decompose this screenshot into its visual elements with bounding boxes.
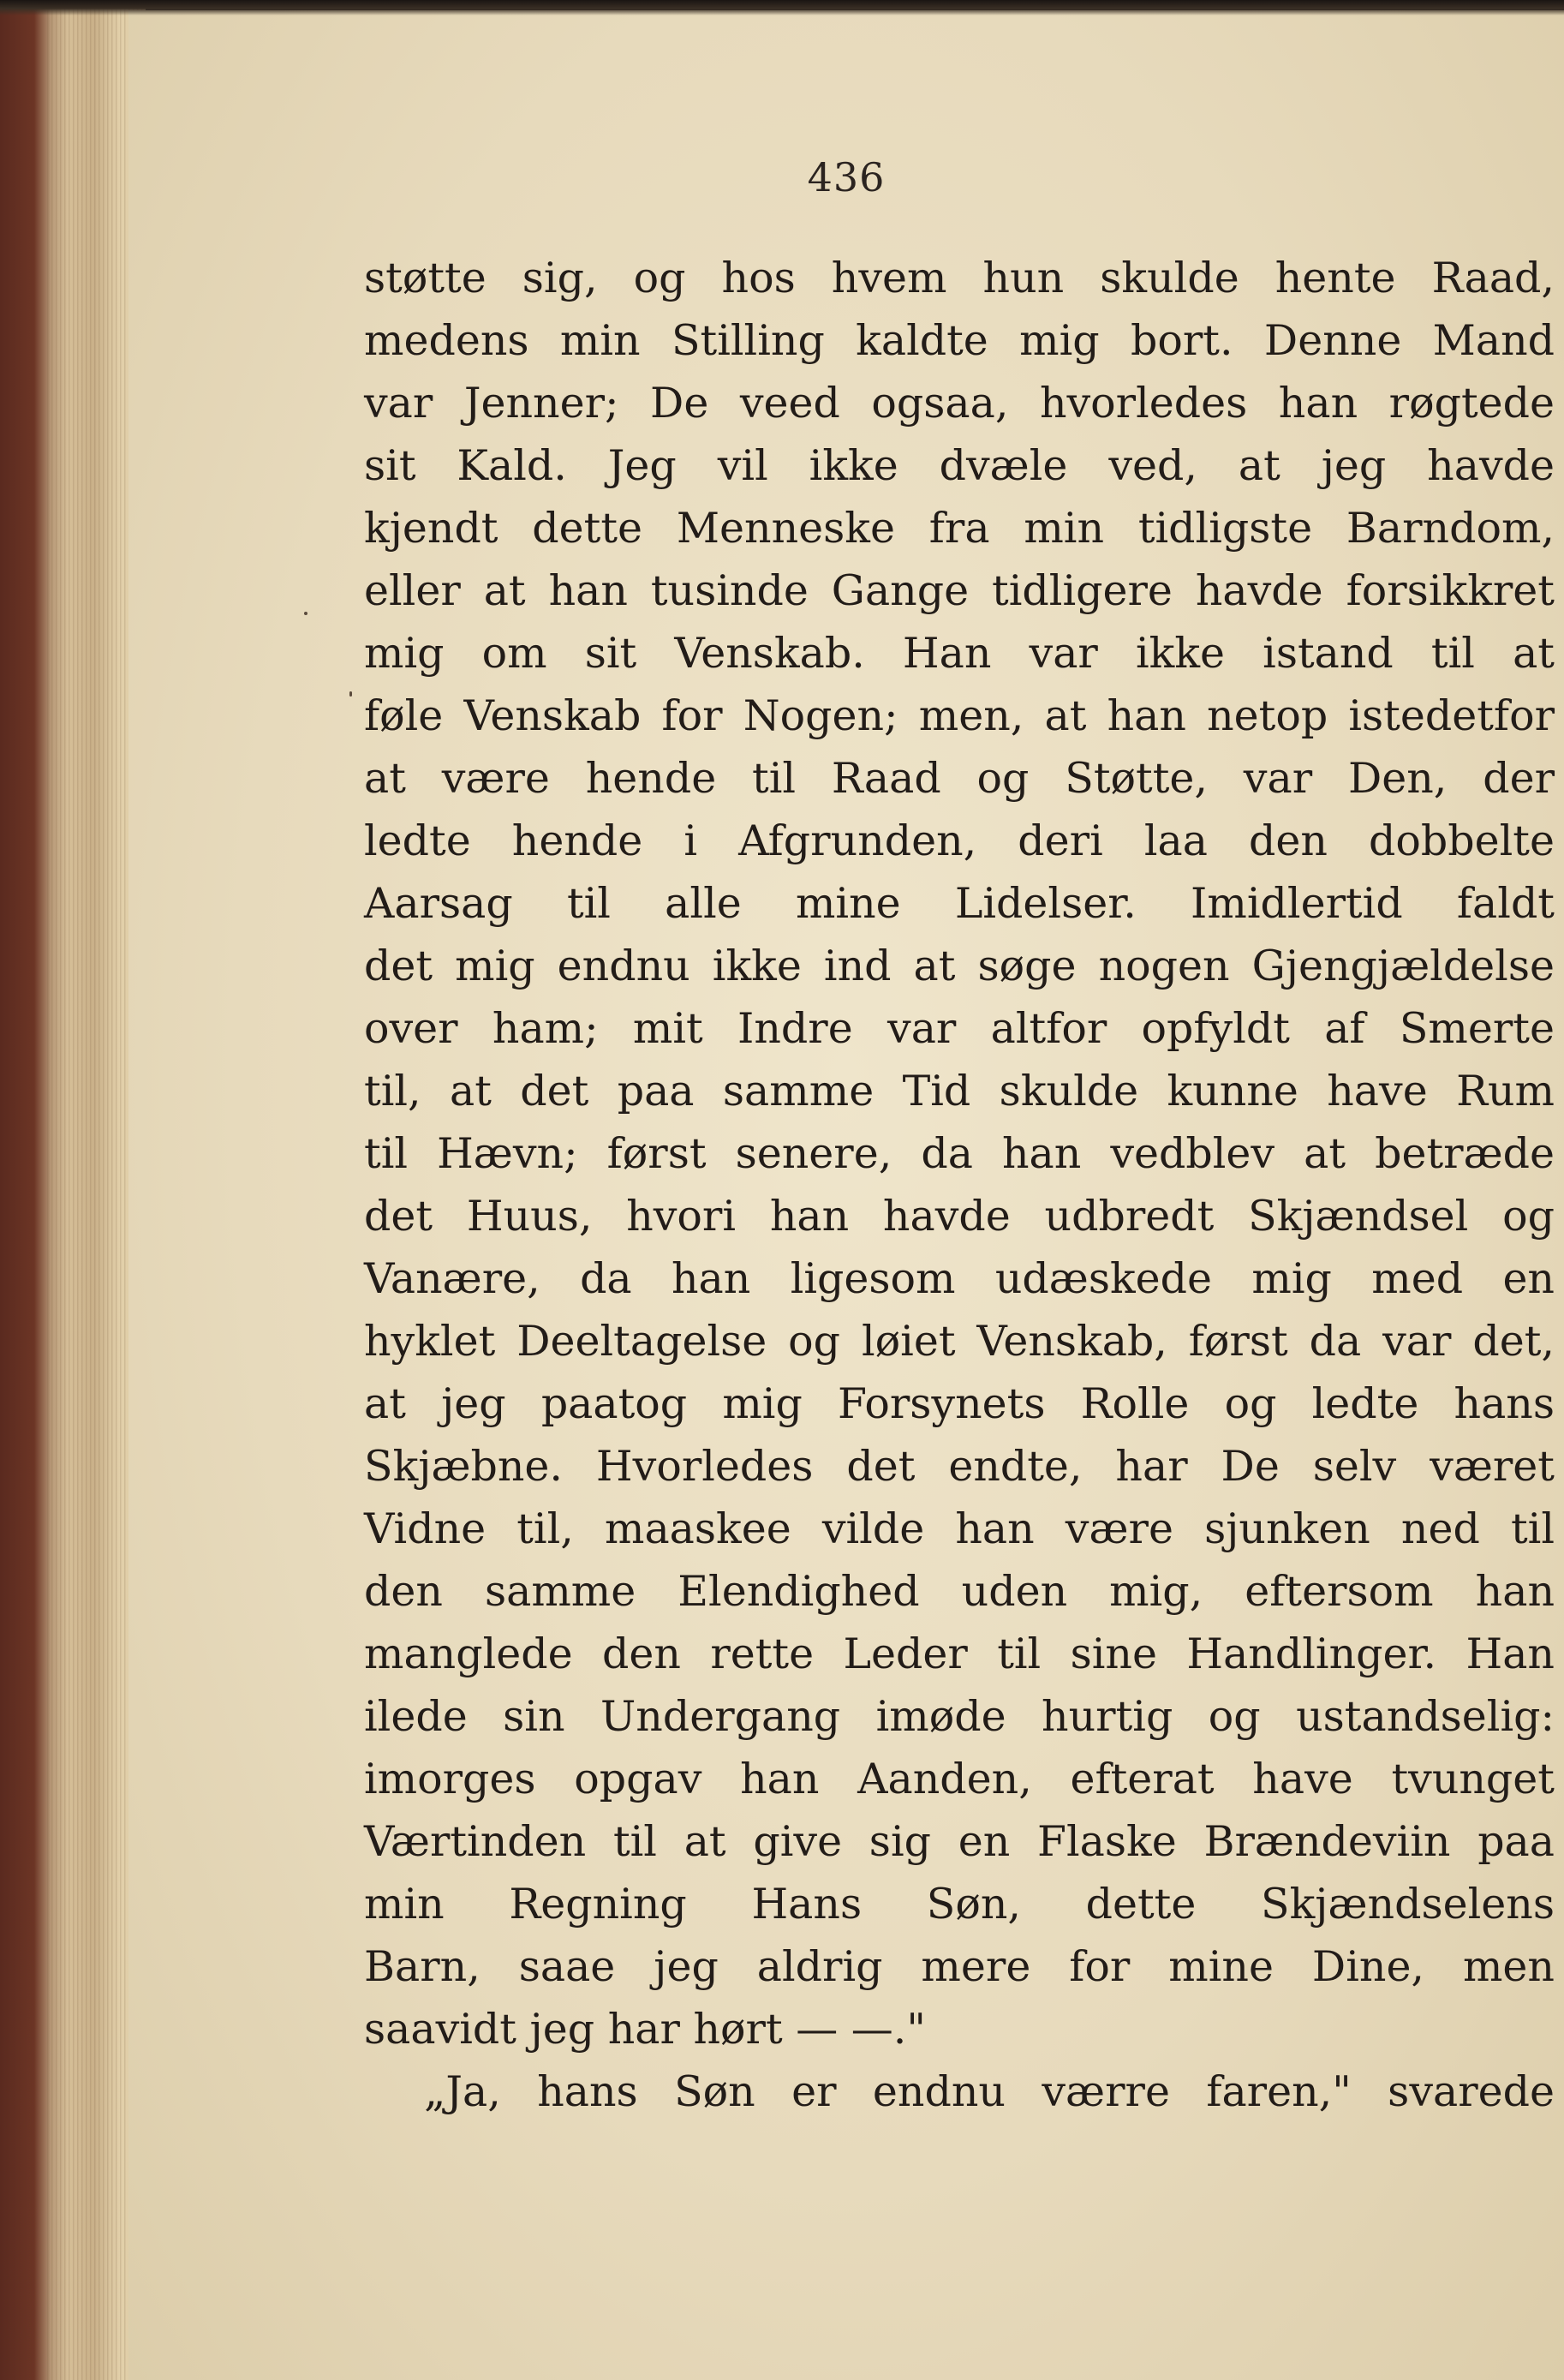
text-line: at være hende til Raad og Støtte, var Den, der	[364, 754, 1555, 803]
text-line: støtte sig, og hos hvem hun skulde hente Raad,	[364, 254, 1555, 302]
text-line: min Regning Hans Søn, dette Skjændselens	[364, 1880, 1555, 1929]
text-line: „Ja, hans Søn er endnu værre faren," svarede	[424, 2067, 1555, 2116]
text-line: ledte hende i Afgrunden, deri laa den dobbelte	[364, 816, 1555, 865]
text-line: Aarsag til alle mine Lidelser. Imidlertid faldt	[364, 879, 1555, 928]
text-line: eller at han tusinde Gange tidligere havde forsikkret	[364, 566, 1555, 615]
text-line: imorges opgav han Aanden, efterat have tvunget	[364, 1755, 1555, 1803]
body-text	[364, 247, 1555, 2123]
text-line: Skjæbne. Hvorledes det endte, har De selv været	[364, 1442, 1555, 1491]
ink-speck	[349, 691, 352, 697]
page-number: 436	[807, 154, 886, 200]
text-line: føle Venskab for Nogen; men, at han netop istedetfor	[364, 691, 1555, 740]
text-line: den samme Elendighed uden mig, eftersom han	[364, 1567, 1555, 1616]
text-line: var Jenner; De veed ogsaa, hvorledes han røgtede	[364, 379, 1555, 428]
text-line: hyklet Deeltagelse og løiet Venskab, først da var det,	[364, 1317, 1555, 1366]
text-line: sit Kald. Jeg vil ikke dvæle ved, at jeg havde	[364, 441, 1555, 490]
text-line: det mig endnu ikke ind at søge nogen Gjengjældelse	[364, 942, 1555, 990]
text-line: til, at det paa samme Tid skulde kunne have Rum	[364, 1067, 1555, 1115]
text-line: ilede sin Undergang imøde hurtig og ustandselig:	[364, 1692, 1555, 1741]
text-line: kjendt dette Menneske fra min tidligste Barndom,	[364, 504, 1555, 553]
text-line: over ham; mit Indre var altfor opfyldt af Smerte	[364, 1004, 1555, 1053]
text-line: det Huus, hvori han havde udbredt Skjændsel og	[364, 1192, 1555, 1241]
text-line: medens min Stilling kaldte mig bort. Denne Mand	[364, 316, 1555, 365]
text-line: Barn, saae jeg aldrig mere for mine Dine, men	[364, 1942, 1555, 1991]
text-line: at jeg paatog mig Forsynets Rolle og ledte hans	[364, 1379, 1555, 1428]
book-page	[128, 10, 1564, 2380]
text-line: manglede den rette Leder til sine Handlinger. Han	[364, 1630, 1555, 1678]
book-page-edges	[0, 0, 146, 2380]
top-shadow	[0, 0, 1564, 15]
text-line: Vidne til, maaskee vilde han være sjunken ned til	[364, 1504, 1555, 1553]
text-line: saavidt jeg har hørt — —."	[364, 2005, 926, 2054]
text-line: Vanære, da han ligesom udæskede mig med en	[364, 1254, 1555, 1303]
text-line: mig om sit Venskab. Han var ikke istand til at	[364, 629, 1555, 678]
text-line: Værtinden til at give sig en Flaske Brændeviin paa	[364, 1817, 1555, 1866]
ink-speck	[304, 612, 307, 615]
text-line: til Hævn; først senere, da han vedblev at betræde	[364, 1129, 1555, 1178]
